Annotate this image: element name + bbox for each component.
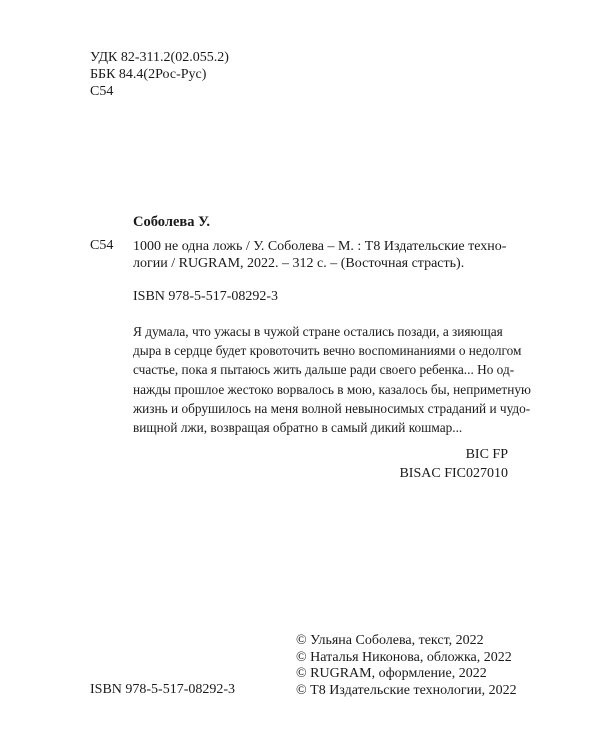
annotation-line: Я думала, что ужасы в чужой стране остались позади, а зияющая — [133, 324, 503, 339]
classification-block — [90, 49, 229, 100]
bibliographic-description — [133, 238, 506, 272]
isbn-footer: ISBN 978-5-517-08292-3 — [90, 682, 236, 697]
copyright-line: © RUGRAM, оформление, 2022 — [296, 666, 487, 681]
bbk-code: ББК 84.4(2Рос-Рус) — [90, 67, 207, 82]
annotation-line: жизнь и обрушилось на меня волной невыносимых страданий и чудо- — [133, 400, 531, 416]
subject-codes — [399, 445, 508, 483]
annotation-line: счастье, пока я пытаюсь жить дальше ради своего ребенка... Но од- — [133, 362, 515, 378]
annotation-line: нажды прошлое жестоко ворвалось в мою, казалось бы, неприметную — [133, 381, 531, 397]
isbn-record: ISBN 978-5-517-08292-3 — [133, 289, 279, 304]
annotation-line: вищной лжи, возвращая обратно в самый дикий кошмар... — [133, 420, 463, 436]
copyright-line: © Наталья Никонова, обложка, 2022 — [296, 649, 512, 665]
copyright-line: © Ульяна Соболева, текст, 2022 — [296, 633, 484, 648]
annotation-line: дыра в сердце будет кровоточить вечно воспоминаниями о недолгом — [133, 343, 522, 359]
author-heading: Соболева У. — [133, 214, 211, 230]
udk-code: УДК 82-311.2(02.055.2) — [90, 50, 229, 65]
bic-code: BIC FP — [465, 447, 508, 462]
annotation — [133, 322, 531, 437]
author-mark: С54 — [90, 84, 114, 99]
description-line: логии / RUGRAM, 2022. – 312 с. – (Восточная страсть). — [133, 256, 465, 271]
description-line: 1000 не одна ложь / У. Соболева – М. : Т8 Издательские техно- — [133, 239, 507, 254]
bisac-code: BISAC FIC027010 — [399, 466, 508, 481]
copyright-block — [296, 633, 517, 699]
copyright-line: © Т8 Издательские технологии, 2022 — [296, 682, 517, 698]
record-author-mark: С54 — [90, 238, 114, 253]
